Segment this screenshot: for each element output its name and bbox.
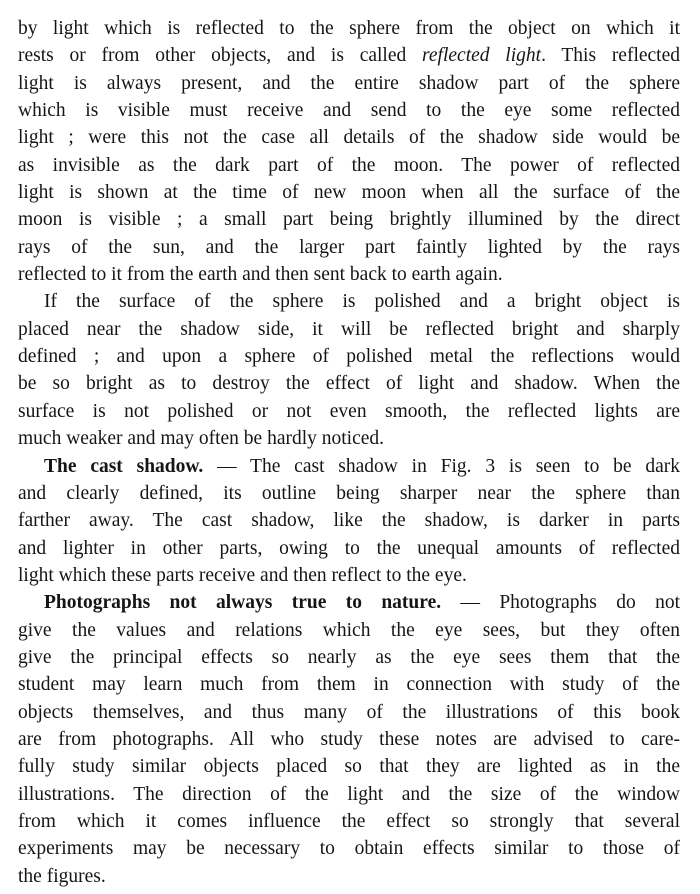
text-line: give the values and relations which the eye sees, but they often [18,619,680,641]
text-line: light is shown at the time of new moon when all the surface of the [18,182,680,204]
text-line: farther away. The cast shadow, like the shadow, is darker in parts [18,510,680,532]
text-line: and lighter in other parts, owing to the unequal amounts of reflected [18,537,680,559]
text-line: by light which is reflected to the sphere from the object on which it [18,18,680,39]
text-segment: — Photographs do not [441,592,680,614]
text-line: and clearly defined, its outline being sharper near the sphere than [18,482,680,504]
italic-term: reflected light [422,45,542,67]
text-line [18,453,680,480]
text-line: the figures. [18,865,106,887]
text-line: illustrations. The direction of the light and the size of the window [18,783,680,805]
text-line: objects themselves, and thus many of the illustrations of this book [18,701,680,723]
text-line: surface is not polished or not even smooth, the reflected lights are [18,400,680,422]
paragraph [18,288,680,452]
text-line: from which it comes influence the effect so strongly that several [18,810,680,832]
text-line: be so bright as to destroy the effect of light and shadow. When the [18,373,680,395]
paragraph [18,15,680,288]
text-segment: rests or from other objects, and is called [18,45,423,67]
text-line: placed near the shadow side, it will be reflected bright and sharply [18,318,680,340]
text-line: light ; were this not the case all details of the shadow side would be [18,127,680,149]
text-line: are from photographs. All who study these notes are advised to care- [18,728,680,750]
text-line: reflected to it from the earth and then sent back to earth again. [18,264,503,286]
text-line: much weaker and may often be hardly noticed. [18,428,385,450]
section-heading: The cast shadow. [44,455,204,477]
text-segment: — The cast shadow in Fig. 3 is seen to be dark [203,455,680,477]
section-heading: Photographs not always true to nature. [44,592,442,614]
text-line: moon is visible ; a small part being brightly illumined by the direct [18,209,680,231]
paragraph [18,589,680,890]
text-line: If the surface of the sphere is polished and a bright object is [44,291,680,313]
paragraph [18,453,680,590]
text-line: as invisible as the dark part of the moon. The power of reflected [18,154,680,176]
text-line: defined ; and upon a sphere of polished metal the reflections would [18,346,680,368]
text-line: which is visible must receive and send to the eye some reflected [18,100,680,122]
text-line: light which these parts receive and then reflect to the eye. [18,564,467,586]
text-line: experiments may be necessary to obtain effects similar to those of [18,838,680,860]
text-line [18,42,680,69]
text-line: rays of the sun, and the larger part faintly lighted by the rays [18,236,680,258]
text-segment: . This reflected [541,45,680,67]
text-line: light is always present, and the entire shadow part of the sphere [18,72,680,94]
text-line [18,589,680,616]
text-line: student may learn much from them in connection with study of the [18,674,680,696]
text-line: fully study similar objects placed so that they are lighted as in the [18,756,680,778]
text-line: give the principal effects so nearly as the eye sees them that the [18,646,680,668]
